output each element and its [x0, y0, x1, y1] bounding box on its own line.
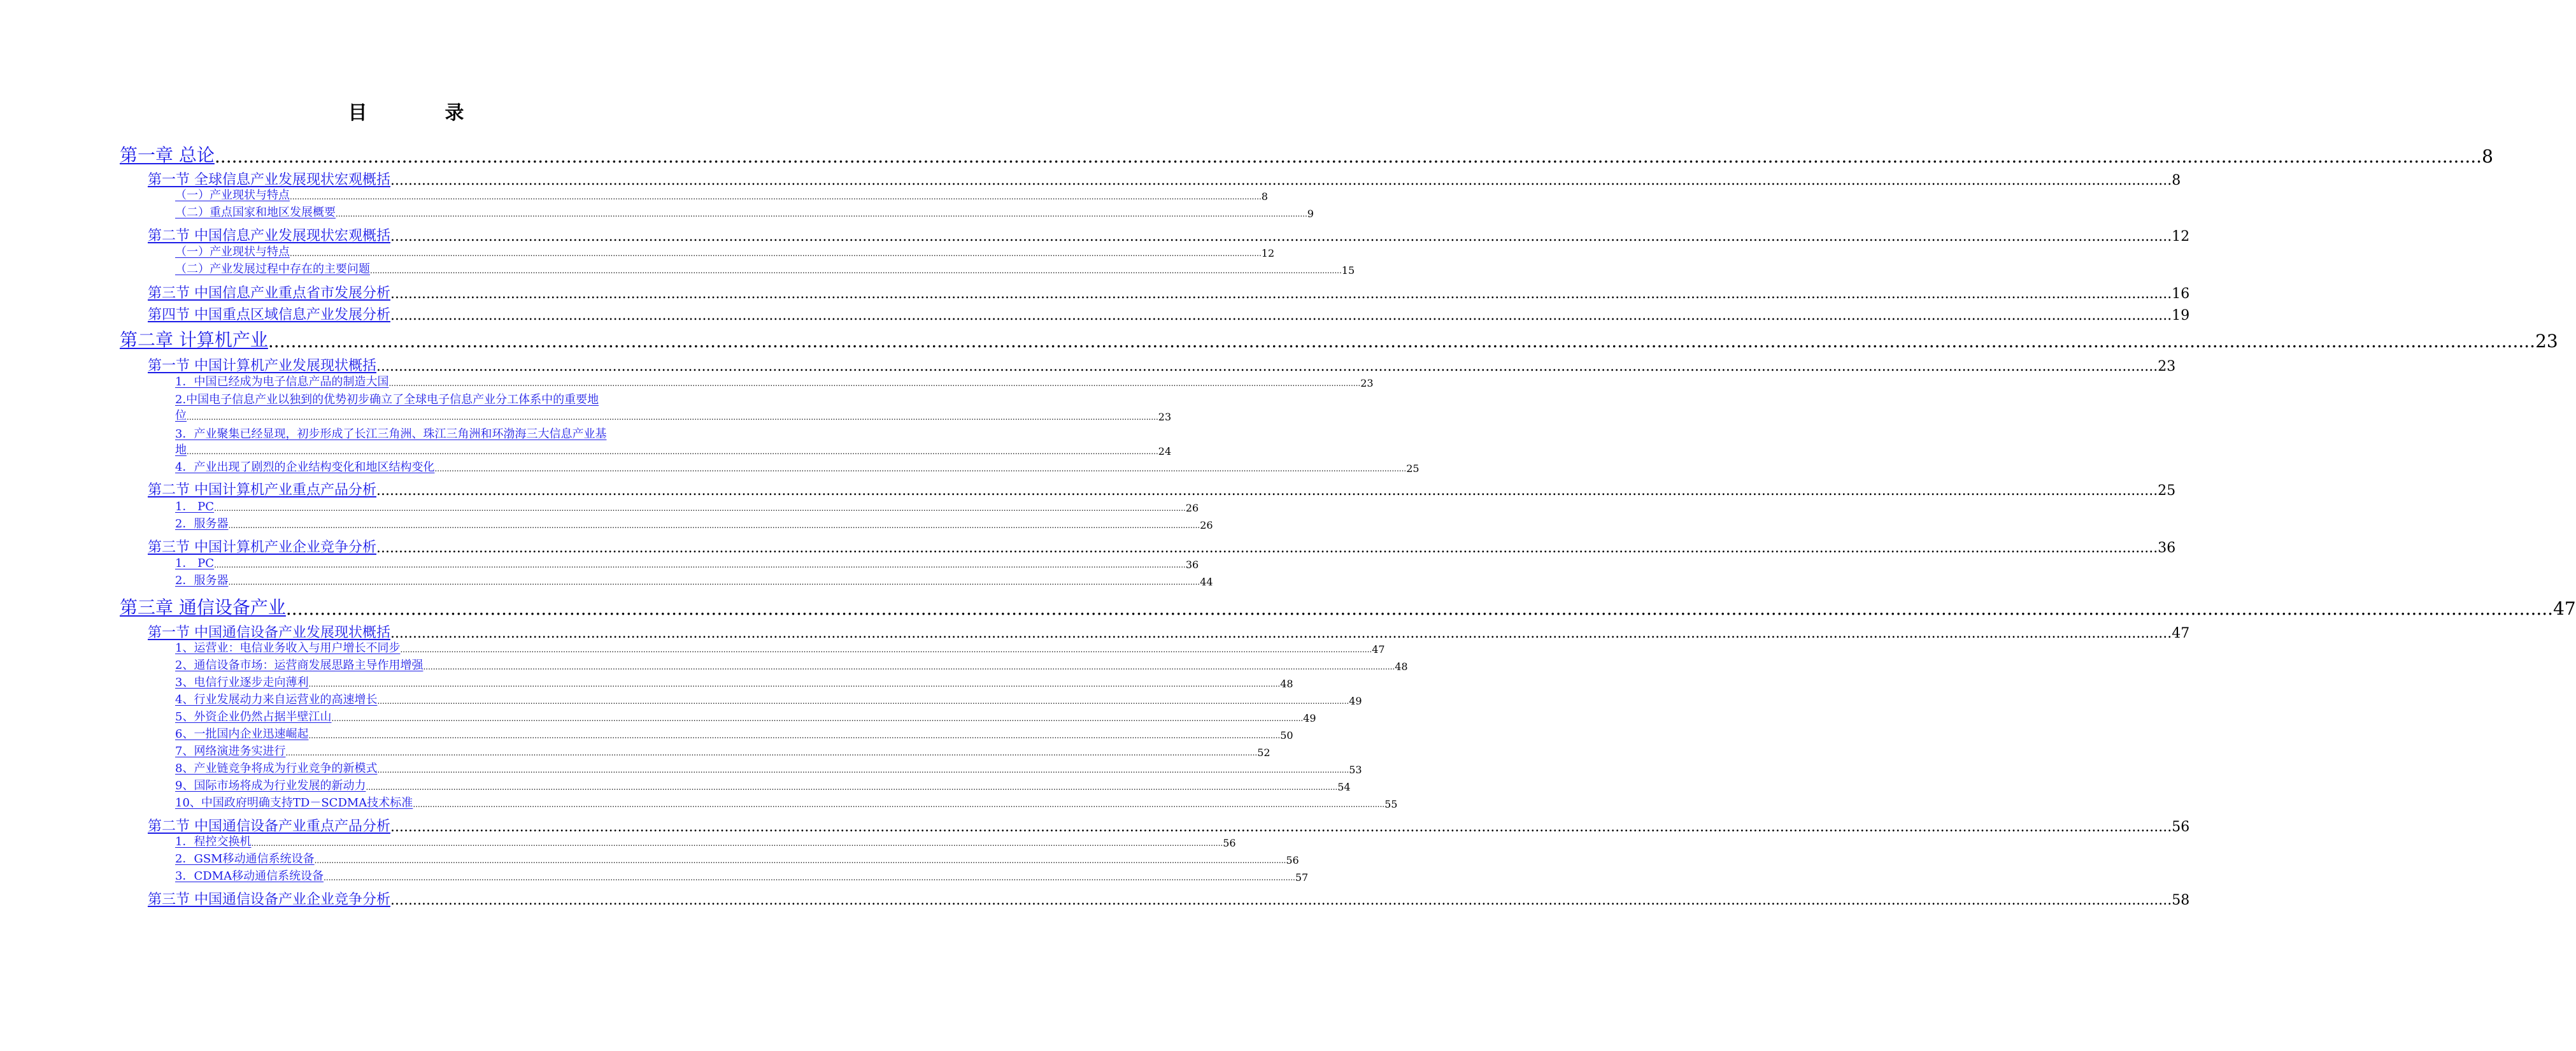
toc-entry-level3[interactable] [175, 459, 1420, 475]
toc-link[interactable]: 8、产业链竞争将成为行业竞争的新模式 [175, 762, 378, 775]
toc-entry-level3[interactable] [175, 795, 1398, 810]
page-number: 47 [2172, 626, 2190, 641]
toc-entry-level3[interactable] [175, 675, 1293, 690]
page-number: 49 [1303, 712, 1316, 724]
toc-link[interactable]: 第三节 中国计算机产业企业竞争分析 [148, 540, 376, 555]
page-number: 55 [1384, 798, 1398, 810]
toc-entry-level1[interactable] [120, 144, 2493, 167]
toc-entry-level3[interactable] [175, 726, 1293, 741]
toc-entry-level3[interactable] [175, 743, 1270, 759]
dot-leader: ................................................................................................................................................................................................................................................................................................................................................................................................................ [214, 146, 2482, 167]
page-number: 36 [1185, 559, 1199, 571]
dot-leader: ................................................................................................................................................................................................................................................................................................................................................................................................................ [251, 839, 1223, 848]
toc-link[interactable]: 3、电信行业逐步走向薄利 [175, 676, 309, 689]
dot-leader: ................................................................................................................................................................................................................................................................................................................................................................................................................ [390, 626, 2172, 641]
toc-entry-level3[interactable] [175, 499, 1199, 514]
toc-entry-level3-wrapped[interactable] [175, 425, 672, 441]
toc-link[interactable]: 7、网络演进务实进行 [175, 745, 286, 758]
page-number: 25 [1406, 462, 1420, 475]
page-number: 48 [1395, 661, 1408, 673]
toc-link[interactable]: 3．产业聚集已经显现，初步形成了长江三角洲、珠江三角洲和环渤海三大信息产业基 [175, 427, 607, 441]
page-number: 8 [2482, 146, 2493, 167]
page-number: 26 [1185, 502, 1199, 514]
toc-link[interactable]: 6、一批国内企业迅速崛起 [175, 727, 309, 741]
toc-link[interactable]: 2．GSM移动通信系统设备 [175, 852, 315, 866]
dot-leader: ................................................................................................................................................................................................................................................................................................................................................................................................................ [390, 308, 2172, 324]
page-number: 56 [2172, 819, 2190, 835]
toc-link[interactable]: 第二节 中国通信设备产业重点产品分析 [148, 819, 390, 834]
toc-link[interactable]: （一）产业现状与特点 [175, 245, 290, 259]
page-number: 52 [1257, 747, 1270, 759]
toc-link[interactable]: 2、通信设备市场：运营商发展思路主导作用增强 [175, 659, 423, 672]
page-title: 目 录 [348, 102, 494, 124]
toc-link[interactable]: 9、国际市场将成为行业发展的新动力 [175, 779, 366, 792]
page-number: 47 [1372, 643, 1385, 655]
toc-link[interactable]: 4、行业发展动力来自运营业的高速增长 [175, 693, 378, 706]
dot-leader: ................................................................................................................................................................................................................................................................................................................................................................................................................ [331, 714, 1304, 723]
page-number: 56 [1223, 837, 1236, 849]
toc-entry-level3[interactable] [175, 442, 1172, 457]
dot-leader: ................................................................................................................................................................................................................................................................................................................................................................................................................ [187, 413, 1158, 422]
page-number: 8 [2172, 173, 2181, 189]
page-number: 19 [2172, 308, 2190, 324]
dot-leader: ................................................................................................................................................................................................................................................................................................................................................................................................................ [290, 192, 1262, 201]
dot-leader: ................................................................................................................................................................................................................................................................................................................................................................................................................ [290, 249, 1262, 258]
dot-leader: ................................................................................................................................................................................................................................................................................................................................................................................................................ [314, 856, 1286, 865]
dot-leader: ................................................................................................................................................................................................................................................................................................................................................................................................................ [376, 483, 2158, 499]
toc-entry-level3[interactable] [175, 261, 1355, 276]
toc-entry-level3[interactable] [175, 709, 1316, 724]
toc-entry-level3[interactable] [175, 187, 1268, 203]
toc-entry-level3[interactable] [175, 244, 1275, 259]
toc-entry-level2[interactable] [148, 480, 2176, 499]
toc-link[interactable]: 第二章 计算机产业 [120, 329, 268, 350]
toc-entry-level3[interactable] [175, 761, 1362, 776]
toc-entry-level3[interactable] [175, 834, 1236, 849]
page-number: 49 [1349, 695, 1362, 707]
toc-entry-level2[interactable] [148, 304, 2190, 324]
dot-leader: ................................................................................................................................................................................................................................................................................................................................................................................................................ [285, 748, 1258, 757]
toc-entry-level3[interactable] [175, 516, 1213, 531]
page-number: 23 [1158, 411, 1172, 423]
dot-leader: ................................................................................................................................................................................................................................................................................................................................................................................................................ [377, 697, 1349, 706]
page-number: 57 [1295, 871, 1309, 883]
toc-link[interactable]: 5、外资企业仍然占据半壁江山 [175, 710, 332, 724]
page-number: 15 [1341, 264, 1355, 276]
toc-entry-level3[interactable] [175, 204, 1314, 220]
toc-link[interactable]: 4．产业出现了剧烈的企业结构变化和地区结构变化 [175, 461, 435, 474]
toc-entry-level2[interactable] [148, 355, 2176, 375]
toc-entry-level2[interactable] [148, 537, 2176, 556]
dot-leader: ................................................................................................................................................................................................................................................................................................................................................................................................................ [214, 504, 1186, 513]
dot-leader: ................................................................................................................................................................................................................................................................................................................................................................................................................ [400, 645, 1372, 654]
dot-leader: ................................................................................................................................................................................................................................................................................................................................................................................................................ [413, 800, 1385, 809]
dot-leader: ................................................................................................................................................................................................................................................................................................................................................................................................................ [390, 892, 2172, 908]
toc-link[interactable]: 第一节 中国通信设备产业发展现状概括 [148, 625, 390, 641]
dot-leader: ................................................................................................................................................................................................................................................................................................................................................................................................................ [434, 464, 1407, 473]
page-number: 25 [2158, 483, 2176, 499]
page-number: 44 [1200, 576, 1213, 588]
toc-link[interactable]: 2．服务器 [175, 574, 229, 587]
toc-entry-level3[interactable] [175, 868, 1309, 883]
toc-link[interactable]: 3．CDMA移动通信系统设备 [175, 869, 324, 883]
toc-link[interactable]: 1、运营业：电信业务收入与用户增长不同步 [175, 641, 401, 655]
toc-entry-level2[interactable] [148, 889, 2190, 908]
toc-link[interactable]: 第一节 中国计算机产业发展现状概括 [148, 358, 376, 374]
page-number: 23 [2158, 359, 2176, 375]
dot-leader: ................................................................................................................................................................................................................................................................................................................................................................................................................ [423, 662, 1395, 671]
toc-link[interactable]: 2．服务器 [175, 517, 229, 531]
page-number: 47 [2553, 598, 2576, 619]
dot-leader: ................................................................................................................................................................................................................................................................................................................................................................................................................ [390, 173, 2172, 189]
toc-link[interactable]: 1． PC [175, 557, 215, 570]
dot-leader: ................................................................................................................................................................................................................................................................................................................................................................................................................ [366, 783, 1338, 792]
toc-entry-level3[interactable] [175, 657, 1408, 673]
toc-entry-level3[interactable] [175, 555, 1199, 571]
page-number: 24 [1158, 445, 1172, 457]
toc-link[interactable]: （二）产业发展过程中存在的主要问题 [175, 262, 370, 276]
page-number: 23 [1360, 377, 1374, 389]
dot-leader: ................................................................................................................................................................................................................................................................................................................................................................................................................ [388, 379, 1361, 388]
page-number: 50 [1280, 729, 1293, 741]
dot-leader: ................................................................................................................................................................................................................................................................................................................................................................................................................ [336, 210, 1307, 218]
toc-entry-level2[interactable] [148, 283, 2190, 302]
page-number: 8 [1261, 190, 1268, 203]
page-number: 56 [1286, 854, 1299, 866]
toc-link[interactable]: 第一节 全球信息产业发展现状宏观概括 [148, 172, 390, 188]
toc-entry-level3[interactable] [175, 408, 1172, 423]
toc-entry-level3[interactable] [175, 851, 1299, 866]
toc-entry-level3[interactable] [175, 692, 1362, 707]
page-number: 58 [2172, 892, 2190, 908]
toc-link[interactable]: （一）产业现状与特点 [175, 189, 290, 202]
toc-entry-level3[interactable] [175, 573, 1213, 588]
dot-leader: ................................................................................................................................................................................................................................................................................................................................................................................................................ [390, 819, 2172, 835]
toc-link[interactable]: 第三章 通信设备产业 [120, 597, 286, 618]
dot-leader: ................................................................................................................................................................................................................................................................................................................................................................................................................ [390, 229, 2172, 245]
page-number: 36 [2158, 540, 2176, 556]
dot-leader: ................................................................................................................................................................................................................................................................................................................................................................................................................ [187, 447, 1158, 456]
toc-link-continuation[interactable]: 位 [175, 409, 187, 422]
toc-link[interactable]: 第四节 中国重点区域信息产业发展分析 [148, 307, 390, 323]
dot-leader: ................................................................................................................................................................................................................................................................................................................................................................................................................ [390, 286, 2172, 302]
toc-link-continuation[interactable]: 地 [175, 443, 187, 457]
dot-leader: ................................................................................................................................................................................................................................................................................................................................................................................................................ [228, 578, 1200, 587]
toc-link[interactable]: 第一章 总论 [120, 145, 215, 166]
page-number: 9 [1307, 208, 1314, 220]
toc-entry-level2[interactable] [148, 225, 2190, 245]
page-number: 12 [1261, 247, 1275, 259]
page-number: 48 [1280, 678, 1293, 690]
page-number: 54 [1337, 781, 1351, 793]
dot-leader: ................................................................................................................................................................................................................................................................................................................................................................................................................ [214, 561, 1186, 569]
page-number: 23 [2535, 331, 2558, 352]
toc-entry-level3[interactable] [175, 640, 1385, 655]
dot-leader: ................................................................................................................................................................................................................................................................................................................................................................................................................ [376, 540, 2158, 556]
toc-link[interactable]: 第二节 中国信息产业发展现状宏观概括 [148, 228, 390, 244]
toc-link[interactable]: 1．程控交换机 [175, 835, 252, 848]
page-number: 26 [1200, 519, 1213, 531]
dot-leader: ................................................................................................................................................................................................................................................................................................................................................................................................................ [324, 873, 1295, 882]
toc-entry-level3[interactable] [175, 778, 1351, 793]
page-number: 12 [2172, 229, 2190, 245]
dot-leader: ................................................................................................................................................................................................................................................................................................................................................................................................................ [228, 521, 1200, 530]
toc-entry-level1[interactable] [120, 596, 2576, 619]
dot-leader: ................................................................................................................................................................................................................................................................................................................................................................................................................ [308, 680, 1281, 689]
toc-entry-level3[interactable] [175, 374, 1374, 389]
toc-link[interactable]: 1． PC [175, 500, 215, 513]
dot-leader: ................................................................................................................................................................................................................................................................................................................................................................................................................ [377, 766, 1349, 775]
dot-leader: ................................................................................................................................................................................................................................................................................................................................................................................................................ [370, 266, 1342, 275]
toc-link[interactable]: 第二节 中国计算机产业重点产品分析 [148, 482, 376, 498]
toc-link[interactable]: 2.中国电子信息产业以独到的优势初步确立了全球电子信息产业分工体系中的重要地 [175, 393, 599, 406]
dot-leader: ................................................................................................................................................................................................................................................................................................................................................................................................................ [376, 359, 2158, 375]
toc-link[interactable]: 1．中国已经成为电子信息产品的制造大国 [175, 375, 389, 389]
page-number: 16 [2172, 286, 2190, 302]
toc-link[interactable]: 第三节 中国信息产业重点省市发展分析 [148, 285, 390, 301]
toc-link[interactable]: 10、中国政府明确支持TD－SCDMA技术标准 [175, 796, 413, 810]
toc-link[interactable]: 第三节 中国通信设备产业企业竞争分析 [148, 892, 390, 908]
page-number: 53 [1349, 764, 1362, 776]
toc-entry-level1[interactable] [120, 329, 2558, 352]
toc-entry-level3-wrapped[interactable] [175, 390, 672, 407]
toc-link[interactable]: （二）重点国家和地区发展概要 [175, 206, 336, 219]
dot-leader: ................................................................................................................................................................................................................................................................................................................................................................................................................ [308, 731, 1281, 740]
dot-leader: ................................................................................................................................................................................................................................................................................................................................................................................................................ [285, 598, 2554, 619]
dot-leader: ................................................................................................................................................................................................................................................................................................................................................................................................................ [267, 331, 2536, 352]
